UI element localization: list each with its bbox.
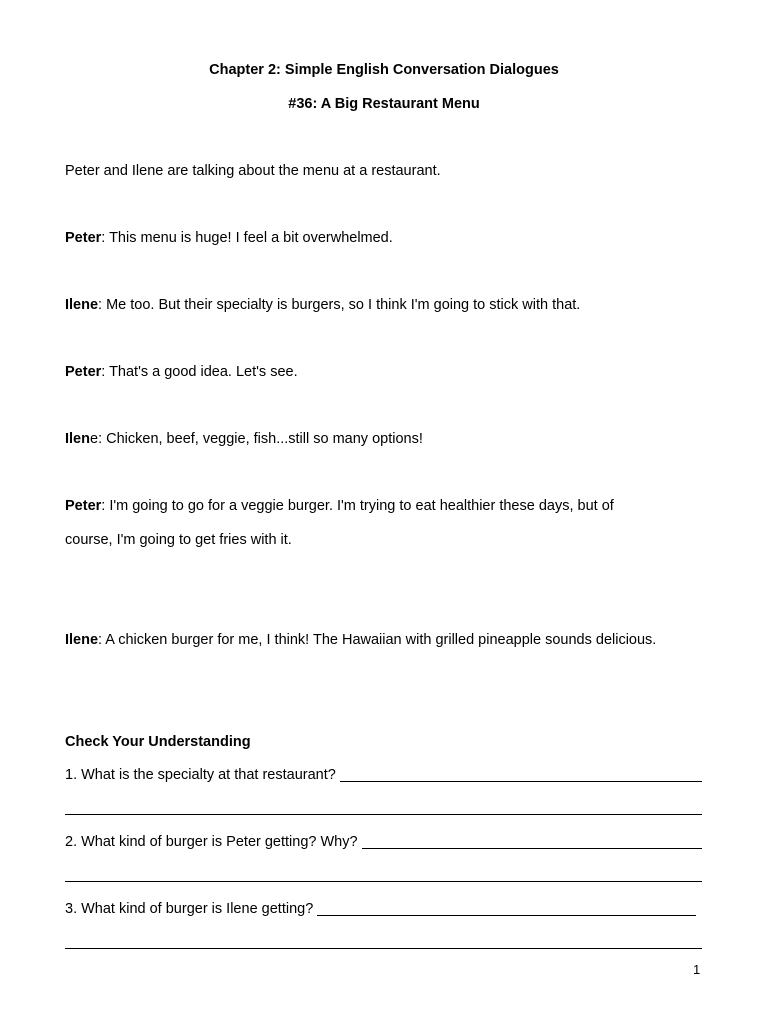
question-1	[65, 766, 702, 784]
chapter-heading: Chapter 2: Simple English Conversation Dialogues	[209, 62, 559, 78]
answer-line[interactable]	[65, 948, 702, 949]
dialogue-text: : I'm going to go for a veggie burger. I'm trying to eat healthier these days, but of	[101, 498, 614, 514]
question-2	[65, 833, 702, 851]
intro-text: Peter and Ilene are talking about the menu at a restaurant.	[65, 163, 441, 179]
answer-blank[interactable]	[317, 901, 696, 916]
answer-line[interactable]	[65, 814, 702, 815]
answer-blank[interactable]	[362, 834, 702, 849]
dialogue-text: : Me too. But their specialty is burgers, so I think I'm going to stick with that.	[98, 297, 581, 313]
dialogue-title: #36: A Big Restaurant Menu	[288, 96, 480, 112]
question-3	[65, 900, 702, 918]
answer-line[interactable]	[65, 881, 702, 882]
question-text: 3. What kind of burger is Ilene getting?	[65, 901, 314, 917]
dialogue-line	[65, 363, 298, 381]
dialogue-continuation: course, I'm going to get fries with it.	[65, 532, 292, 548]
speaker-name: Ilene	[65, 632, 99, 648]
speaker-name: Peter	[65, 498, 102, 514]
speaker-name: Peter	[65, 230, 102, 246]
speaker-name-suffix: e	[89, 431, 99, 447]
dialogue-line	[65, 296, 580, 314]
page-number: 1	[693, 962, 701, 977]
dialogue-line	[65, 430, 423, 448]
speaker-name: Ilene	[65, 297, 99, 313]
check-understanding-title: Check Your Understanding	[65, 734, 251, 750]
dialogue-text: : Chicken, beef, veggie, fish...still so many options!	[98, 431, 423, 447]
dialogue-line	[65, 631, 656, 649]
answer-blank[interactable]	[340, 767, 702, 782]
dialogue-text: : A chicken burger for me, I think! The Hawaiian with grilled pineapple sounds delicious.	[98, 632, 657, 648]
dialogue-text: : That's a good idea. Let's see.	[101, 364, 298, 380]
question-text: 2. What kind of burger is Peter getting? Why?	[65, 834, 358, 850]
question-text: 1. What is the specialty at that restaurant?	[65, 767, 336, 783]
dialogue-line	[65, 229, 393, 247]
dialogue-line	[65, 497, 614, 515]
dialogue-text: : This menu is huge! I feel a bit overwhelmed.	[101, 230, 393, 246]
speaker-name: Ilen	[65, 431, 90, 447]
speaker-name: Peter	[65, 364, 102, 380]
